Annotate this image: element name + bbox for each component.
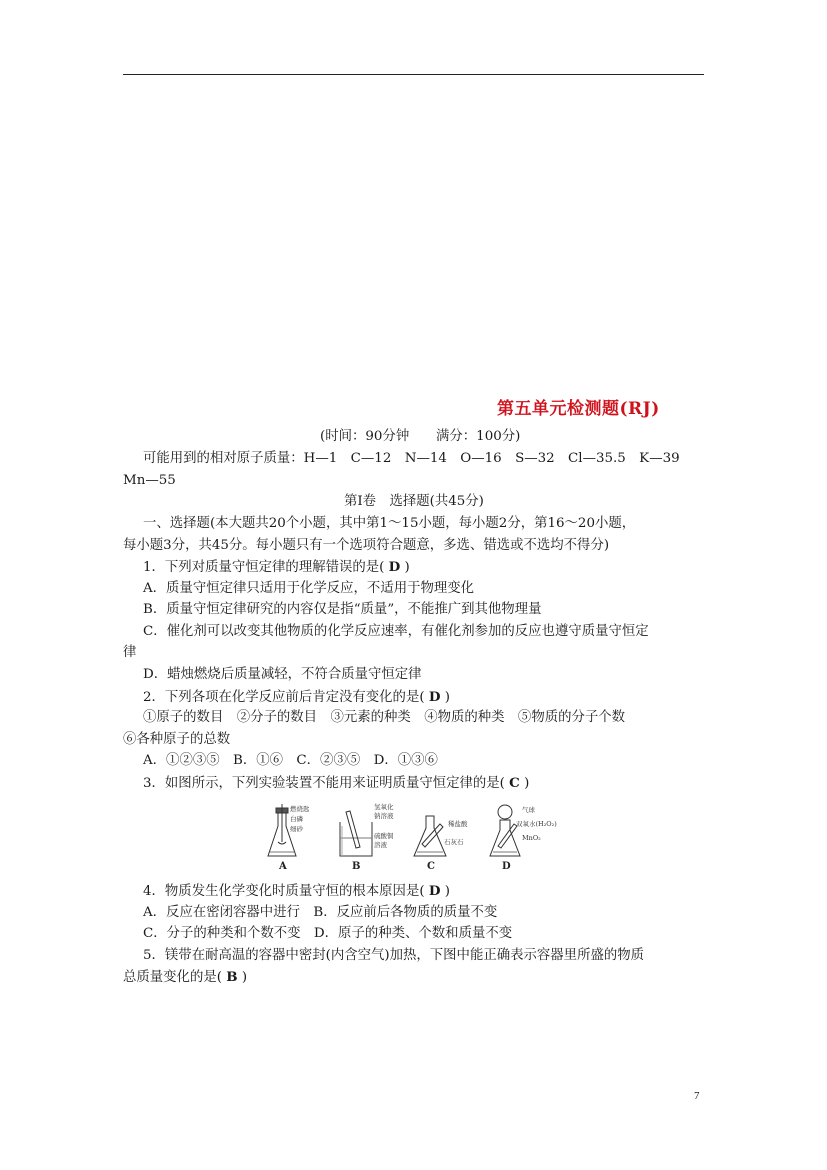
- figure-label: 氢氧化: [374, 803, 394, 811]
- question-2-stem: [143, 688, 450, 707]
- question-stem-text: 4．物质发生化学变化时质量守恒的根本原因是(: [143, 884, 425, 899]
- question-1-option-c-cont: 律: [123, 645, 137, 660]
- question-4-options: C．分子的种类和个数不变 D．原子的种类、个数和质量不变: [143, 926, 513, 941]
- question-5-stem-cont: [123, 968, 247, 987]
- question-stem-text: 1．下列对质量守恒定律的理解错误的是(: [143, 560, 385, 575]
- stem-close: ): [444, 884, 450, 899]
- figure-label: 石灰石: [444, 838, 464, 846]
- section-heading: 第Ⅰ卷 选择题(共45分): [344, 494, 484, 509]
- figure-label: 燃烧匙: [290, 805, 310, 813]
- figure-label: 钠溶液: [374, 812, 394, 820]
- header-rule: [123, 74, 704, 75]
- answer-mark: D: [428, 689, 441, 705]
- figure-label: MnO₂: [522, 834, 541, 842]
- atomic-mass-line: 可能用到的相对原子质量：H—1 C—12 N—14 O—16 S—32 Cl—35.5 K—39: [143, 451, 680, 466]
- question-5-stem: 5．镁带在耐高温的容器中密封(内含空气)加热，下图中能正确表示容器里所盛的物质: [143, 948, 645, 963]
- figure-label: 白磷: [290, 815, 303, 823]
- question-2-items: ①原子的数目 ②分子的数目 ③元素的种类 ④物质的种类 ⑤物质的分子个数: [143, 710, 626, 725]
- instructions-line: 一、选择题(本大题共20个小题，其中第1～15小题，每小题2分，第16～20小题，: [143, 516, 636, 531]
- question-3-stem: [143, 774, 529, 793]
- figure-label: 溶液: [374, 841, 387, 849]
- figure-label: 稀盐酸: [448, 820, 468, 828]
- apparatus-figure: [264, 802, 564, 872]
- question-4-options: A．反应在密闭容器中进行 B．反应前后各物质的质量不变: [143, 905, 498, 920]
- figure-label: 气球: [522, 806, 535, 814]
- figure-letter: C: [427, 861, 435, 872]
- instructions-line: 每小题3分，共45分。每小题只有一个选项符合题意，多选、错选或不选均不得分): [123, 538, 610, 553]
- figure-label: 硫酸铜: [374, 832, 394, 840]
- answer-mark: D: [388, 559, 401, 575]
- question-1-option-c: C．催化剂可以改变其他物质的化学反应速率，有催化剂参加的反应也遵守质量守恒定: [143, 624, 649, 639]
- question-stem-text: 总质量变化的是(: [123, 970, 222, 985]
- answer-mark: B: [226, 969, 238, 985]
- answer-mark: D: [428, 883, 441, 899]
- stem-close: ): [524, 776, 530, 791]
- exam-meta: (时间：90分钟 满分：100分): [320, 429, 521, 444]
- question-2-options: A．①②③⑤ B．①⑥ C．②③⑤ D．①③⑥: [143, 753, 438, 768]
- page-number: 7: [694, 1090, 700, 1102]
- question-2-items-cont: ⑥各种原子的总数: [123, 732, 231, 747]
- stem-close: ): [241, 970, 248, 985]
- question-stem-text: 3．如图所示，下列实验装置不能用来证明质量守恒定律的是(: [143, 776, 505, 791]
- beaker-b-icon: [340, 822, 372, 856]
- test-tube-d-icon: [498, 824, 517, 848]
- question-1-option-d: D．蜡烛燃烧后质量减轻，不符合质量守恒定律: [143, 667, 422, 682]
- stem-close: ): [444, 690, 450, 705]
- question-stem-text: 2．下列各项在化学反应前后肯定没有变化的是(: [143, 690, 425, 705]
- test-tube-c-icon: [422, 824, 443, 847]
- figure-letter: D: [502, 861, 511, 872]
- figure-label: 双氧水(H₂O₂): [516, 820, 557, 828]
- atomic-mass-line-cont: Mn—55: [123, 473, 176, 488]
- flask-c-icon: [414, 816, 446, 856]
- figure-label: 细砂: [290, 825, 303, 833]
- figure-letter: B: [352, 861, 361, 872]
- test-tube-b-icon: [346, 811, 360, 848]
- stem-close: ): [404, 560, 410, 575]
- question-1-option-a: A．质量守恒定律只适用于化学反应，不适用于物理变化: [143, 581, 475, 596]
- figure-letter: A: [279, 861, 287, 872]
- question-1-option-b: B．质量守恒定律研究的内容仅是指“质量”，不能推广到其他物理量: [143, 602, 542, 617]
- page-title: 第五单元检测题(RJ): [497, 399, 660, 419]
- balloon-icon: [498, 805, 512, 819]
- answer-mark: C: [509, 775, 520, 791]
- question-4-stem: [143, 882, 450, 901]
- question-1-stem: [143, 558, 410, 577]
